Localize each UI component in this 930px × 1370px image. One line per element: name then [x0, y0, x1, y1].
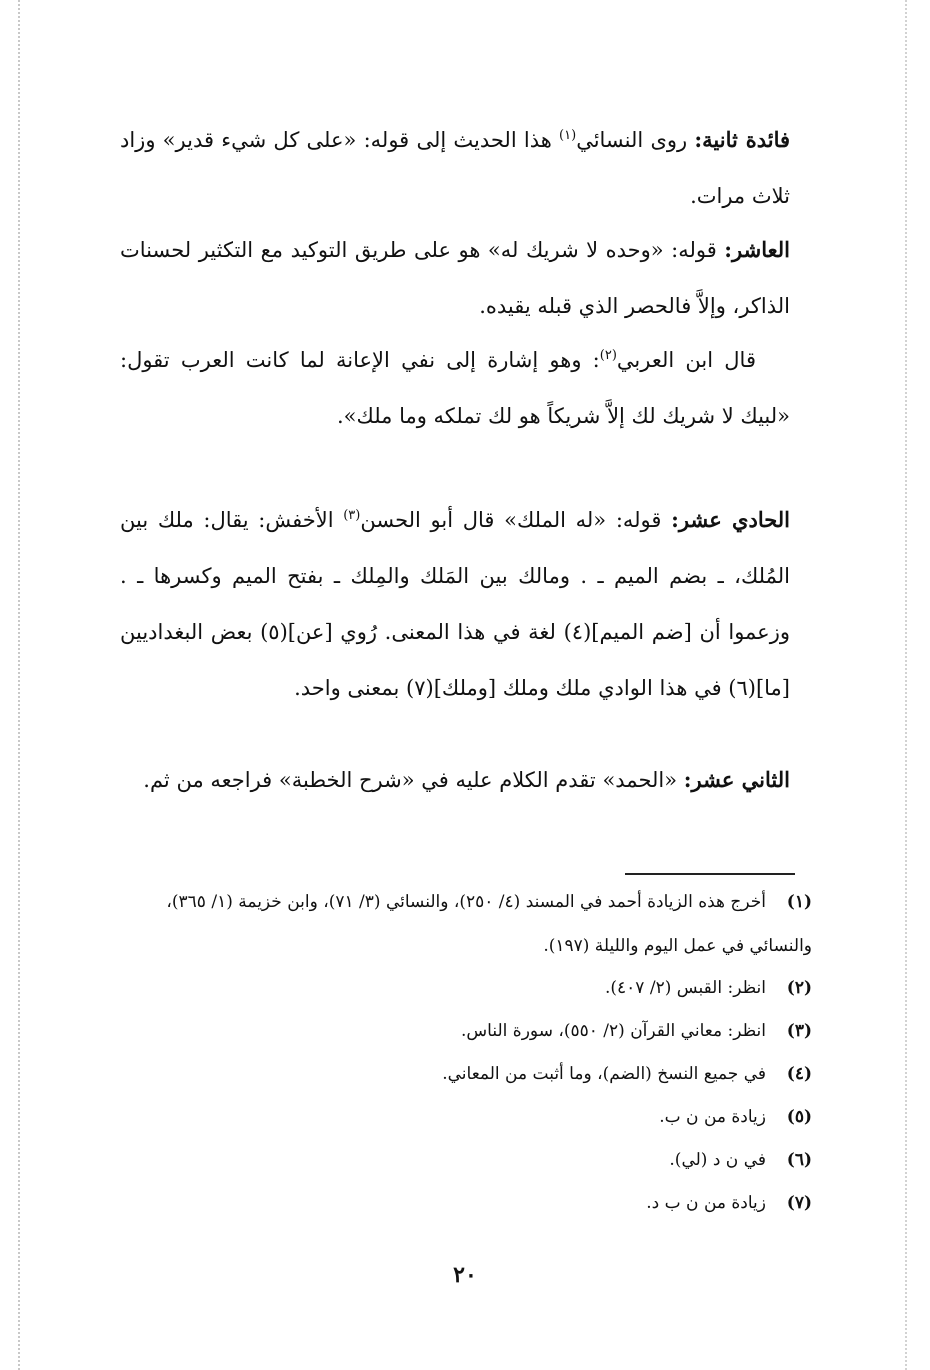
paragraph-text: هذا الحديث إلى قوله: «على كل شيء قدير» وزاد ثلاث مرات. [120, 128, 790, 208]
footnote-ref: (٢) [599, 348, 617, 363]
footnote-6 [132, 1138, 812, 1182]
footnote-7 [132, 1181, 812, 1225]
footnote-number: (٦) [786, 1150, 812, 1170]
footnote-1 [132, 880, 812, 968]
footnote-text: انظر: القبس (٢/ ٤٠٧). [605, 978, 766, 998]
footnote-ref: (٣) [343, 508, 361, 523]
paragraph-text: قوله: «وحده لا شريك له» هو على طريق التوكيد مع التكثير لحسنات الذاكر، وإلاَّ فالحصر الذي قبله يقيده. [120, 238, 790, 318]
paragraph-lead: الحادي عشر: [671, 507, 791, 532]
footnote-text: زيادة من ن ب. [659, 1107, 766, 1127]
footnote-ref: (١) [559, 128, 577, 143]
footnote-3 [132, 1009, 812, 1053]
footnote-number: (١) [786, 892, 812, 912]
footnote-text: أخرج هذه الزيادة أحمد في المسند (٤/ ٢٥٠)، والنسائي (٣/ ٧١)، وابن خزيمة (١/ ٣٦٥)، والنسائي في عمل اليوم والليلة (١٩٧). [166, 892, 812, 956]
paragraph-lead: الثاني عشر: [683, 767, 790, 792]
footnote-4 [132, 1052, 812, 1096]
footnote-5 [132, 1095, 812, 1139]
footnote-text: زيادة من ن ب د. [646, 1193, 766, 1213]
paragraph-5 [120, 752, 790, 808]
paragraph-1 [120, 112, 790, 224]
footnote-number: (٥) [786, 1107, 812, 1127]
footnote-separator [625, 873, 795, 875]
scan-dotted-edge-right [905, 0, 907, 1370]
paragraph-lead: العاشر: [724, 237, 790, 262]
footnote-text: انظر: معاني القرآن (٢/ ٥٥٠)، سورة الناس. [461, 1021, 766, 1041]
paragraph-text: «الحمد» تقدم الكلام عليه في «شرح الخطبة» فراجعه من ثم. [143, 768, 684, 792]
footnote-number: (٣) [786, 1021, 812, 1041]
footnote-number: (٧) [786, 1193, 812, 1213]
paragraph-text: قوله: «له الملك» قال أبو الحسن [360, 508, 672, 532]
paragraph-text: روى النسائي [576, 128, 695, 152]
paragraph-4 [120, 492, 790, 716]
footnote-2 [132, 966, 812, 1010]
footnote-text: في جميع النسخ (الضم)، وما أثبت من المعاني. [442, 1064, 766, 1084]
footnote-number: (٤) [786, 1064, 812, 1084]
page-number: ٢٠ [453, 1262, 477, 1288]
paragraph-lead: فائدة ثانية: [694, 127, 791, 152]
paragraph-text: : وهو إشارة إلى نفي الإعانة لما كانت العرب تقول: «لبيك لا شريك لك إلاَّ شريكاً هو لك تملكه وما ملك». [120, 348, 790, 428]
paragraph-text: الأخفش: يقال: ملك بين المُلك، ـ بضم الميم ـ . ومالك بين المَلك والمِلك ـ بفتح الميم وكسرها ـ . وزعموا أن [ضم الميم](٤) لغة في هذا المعنى. رُوي [عن](٥) بعض البغداديين [ما](٦) في هذا الوادي ملك وملك [وملك](٧) بمعنى واحد. [120, 508, 790, 700]
scan-dotted-edge-left [18, 0, 20, 1370]
paragraph-2 [120, 222, 790, 334]
paragraph-text: قال ابن العربي [616, 348, 756, 372]
footnote-number: (٢) [786, 978, 812, 998]
footnote-text: في ن د (لي). [669, 1150, 766, 1170]
paragraph-3 [120, 332, 790, 444]
